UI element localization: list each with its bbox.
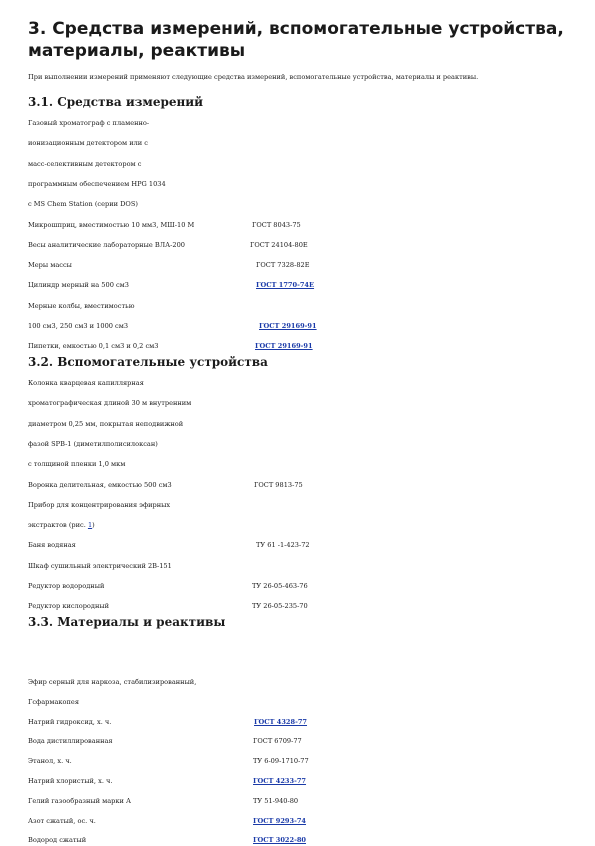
item-name: программным обеспечением HPG 1034 (28, 179, 166, 188)
standard-ref: ГОСТ 7328-82Е (256, 261, 310, 270)
item-name: Натрий хлористый, х. ч. (28, 777, 113, 785)
item-name: Мерные колбы, вместимостью (28, 301, 135, 310)
standard-ref: ТУ 26-05-235-70 (252, 602, 308, 611)
standard-link[interactable]: ГОСТ 9293-74 (253, 816, 307, 825)
standard-ref: ТУ 51-940-80 (253, 796, 299, 805)
item-name: Водород сжатый (28, 836, 87, 845)
standard-link[interactable]: ГОСТ 3022-80 (253, 836, 307, 845)
item-name: Воронка делительная, емкостью 500 см3 (28, 480, 172, 489)
standard-ref: ТУ 6-09-1710-77 (253, 757, 309, 766)
standard-ref: ГОСТ 6709-77 (253, 737, 302, 746)
item-name: с MS Chem Station (серии DOS) (28, 200, 138, 209)
item-name: Прибор для концентрирования эфирных (28, 500, 171, 509)
item-name: Микрошприц, вместимостью 10 мм3, МШ-10 М (28, 220, 195, 229)
item-name: Баня водяная (28, 541, 76, 550)
item-name: Эфир серный для наркоза, стабилизированный, (28, 678, 197, 686)
item-name: диаметром 0,25 мм, покрытая неподвижной (28, 419, 184, 428)
item-name: Гсфармакопея (28, 697, 79, 706)
item-name: фазой SPB-1 (диметилполисилоксан) (28, 439, 158, 448)
standard-link[interactable]: ГОСТ 4328-77 (254, 717, 308, 726)
item-name: с толщиной пленки 1,0 мкм (28, 460, 126, 469)
item-name: Пипетки, емкостью 0,1 см3 и 0,2 см3 (28, 342, 159, 351)
standard-ref: ГОСТ 9813-75 (254, 480, 303, 489)
page-title: 3. Средства измерений, вспомогательные устройства, материалы, реактивы (28, 19, 564, 61)
item-name: масс-селективным детектором с (28, 159, 142, 168)
standard-link[interactable]: ГОСТ 29169-91 (259, 322, 317, 330)
item-name: Редуктор водородный (28, 582, 105, 590)
section-heading-materials: 3.3. Материалы и реактивы (28, 615, 226, 629)
item-name: Редуктор кислородный (28, 602, 109, 611)
standard-ref: ТУ 61 -1-423-72 (256, 541, 310, 550)
item-name: Меры массы (28, 261, 72, 270)
item-name: Шкаф сушильный электрический 2В-151 (28, 561, 172, 570)
item-name: Азот сжатый, ос. ч. (28, 816, 96, 825)
item-name: экстрактов (рис. 1) (28, 521, 95, 530)
item-name: Вода дистиллированная (28, 737, 113, 746)
item-name: Колонка кварцевая капиллярная (28, 379, 144, 387)
item-name: ионизационным детектором или с (28, 139, 148, 148)
standard-ref: ТУ 26-05-463-76 (252, 582, 308, 590)
intro-paragraph: При выполнении измерений применяют следующие средства измерений, вспомогательные устройства, материалы и реактивы. (28, 73, 479, 81)
item-name: Газовый хроматограф с пламенно- (28, 119, 150, 127)
standard-link[interactable]: ГОСТ 1770-74Е (256, 281, 315, 290)
item-name: Цилиндр мерный на 500 см3 (28, 281, 130, 290)
item-name: 100 см3, 250 см3 и 1000 см3 (28, 322, 129, 330)
standard-link[interactable]: ГОСТ 4233-77 (253, 777, 307, 785)
standard-ref: ГОСТ 24104-80Е (250, 240, 308, 249)
section-heading-measurement: 3.1. Средства измерений (28, 95, 204, 109)
figure-link[interactable]: 1 (87, 521, 93, 530)
section-heading-auxiliary: 3.2. Вспомогательные устройства (28, 355, 268, 369)
item-name: Весы аналитические лабораторные ВЛА-200 (28, 240, 185, 249)
item-name-tail: ) (92, 521, 95, 530)
standard-ref: ГОСТ 8043-75 (252, 220, 301, 229)
item-name: Натрий гидроксид, х. ч. (28, 717, 112, 726)
item-name: Гелий газообразный марки А (28, 796, 132, 805)
standard-link[interactable]: ГОСТ 29169-91 (255, 342, 313, 351)
item-name: хроматографическая длиной 30 м внутренним (28, 399, 192, 408)
item-name: Этанол, х. ч. (28, 757, 72, 766)
